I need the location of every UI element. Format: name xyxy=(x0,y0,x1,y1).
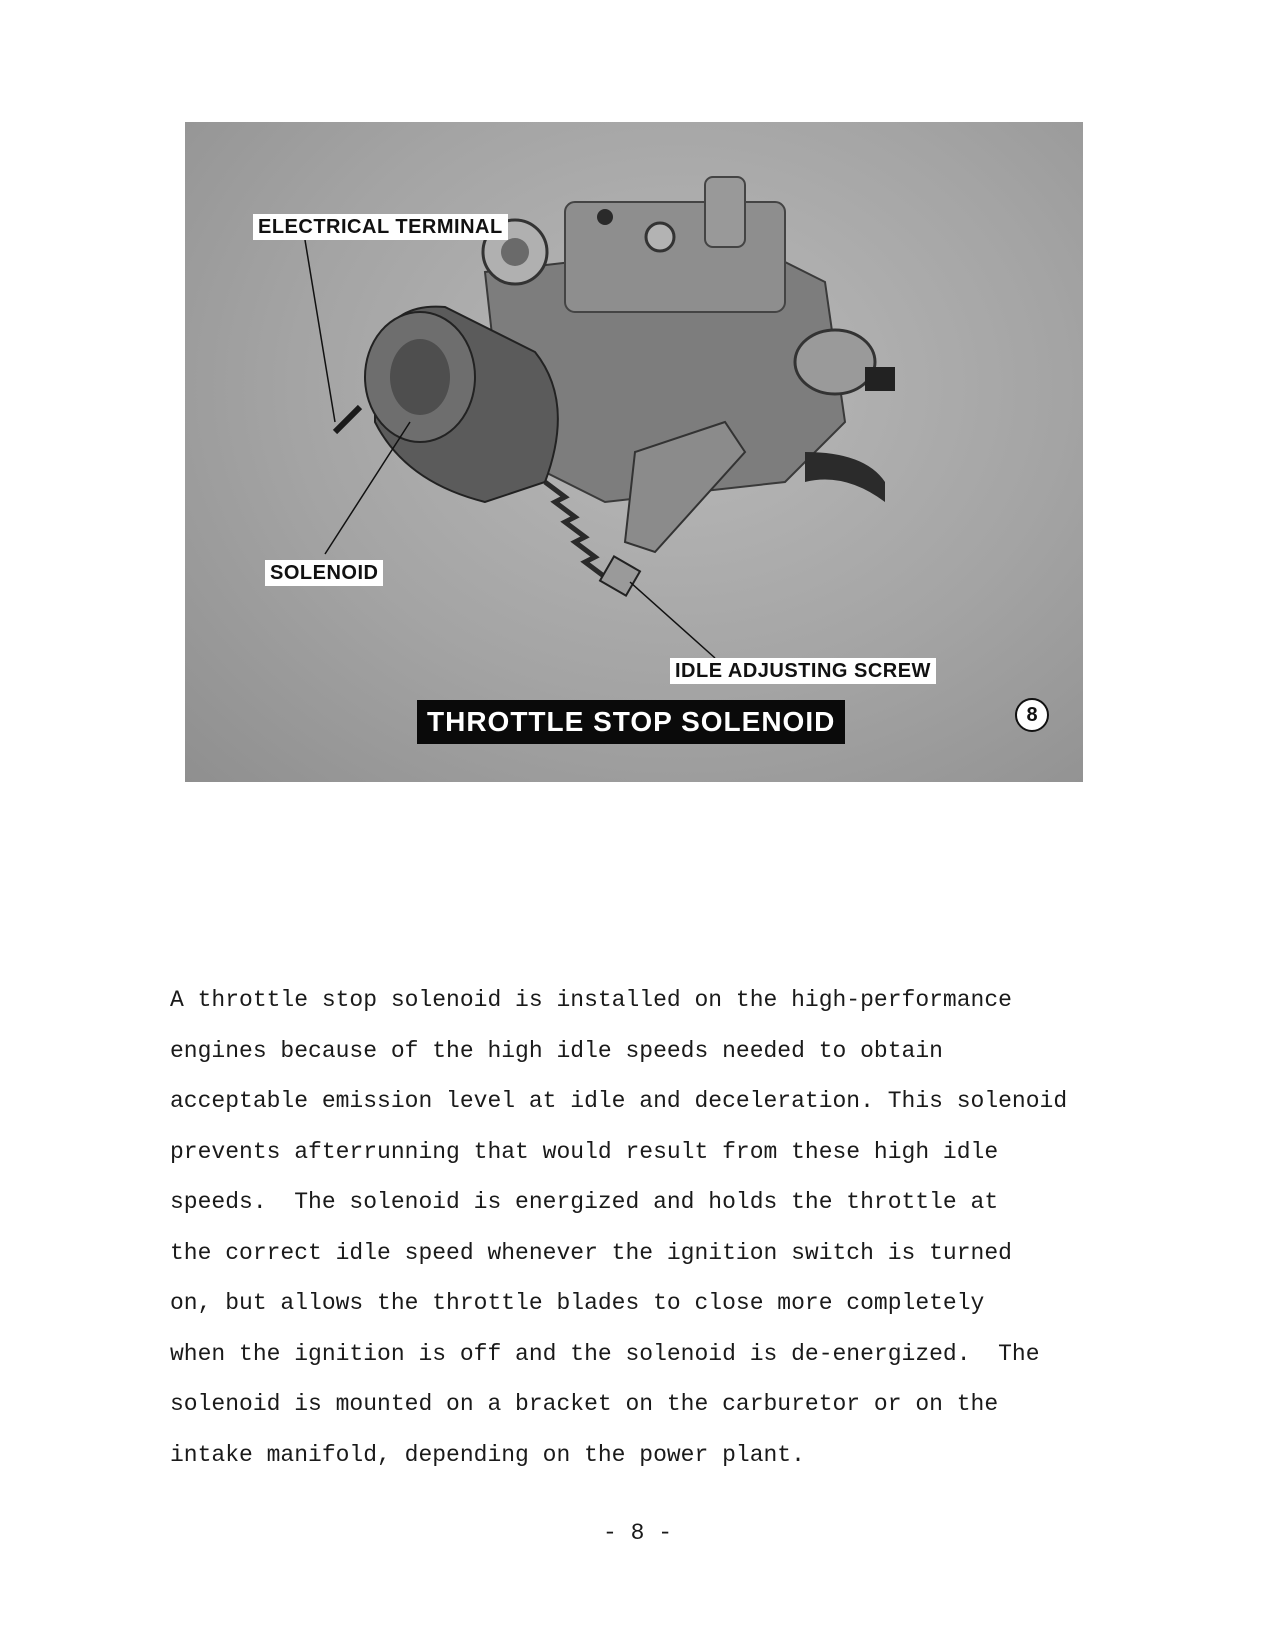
body-line: intake manifold, depending on the power plant. xyxy=(170,1441,805,1468)
body-line: engines because of the high idle speeds needed to obtain xyxy=(170,1037,943,1064)
body-line: A throttle stop solenoid is installed on the high-performance xyxy=(170,987,1012,1013)
body-line: on, but allows the throttle blades to close more completely xyxy=(170,1290,985,1316)
figure-number-badge: 8 xyxy=(1015,698,1049,732)
figure-caption: THROTTLE STOP SOLENOID xyxy=(417,700,845,744)
solenoid-callout: SOLENOID xyxy=(265,560,383,586)
idle-adjusting-screw-callout: IDLE ADJUSTING SCREW xyxy=(670,658,936,684)
body-line: solenoid is mounted on a bracket on the carburetor or on the xyxy=(170,1391,999,1417)
page-number: - 8 - xyxy=(602,1520,672,1546)
body-line: speeds. The solenoid is energized and holds the throttle at xyxy=(170,1189,999,1215)
body-line: when the ignition is off and the solenoid is de-energized. The xyxy=(170,1340,1040,1367)
body-paragraph xyxy=(170,975,1150,1480)
body-line: prevents afterrunning that would result from these high idle xyxy=(170,1138,999,1165)
electrical-terminal-callout: ELECTRICAL TERMINAL xyxy=(253,214,508,240)
body-line: acceptable emission level at idle and deceleration. This solenoid xyxy=(170,1088,1068,1114)
carburetor-photo xyxy=(185,122,1083,782)
body-line: the correct idle speed whenever the ignition switch is turned xyxy=(170,1239,1012,1266)
